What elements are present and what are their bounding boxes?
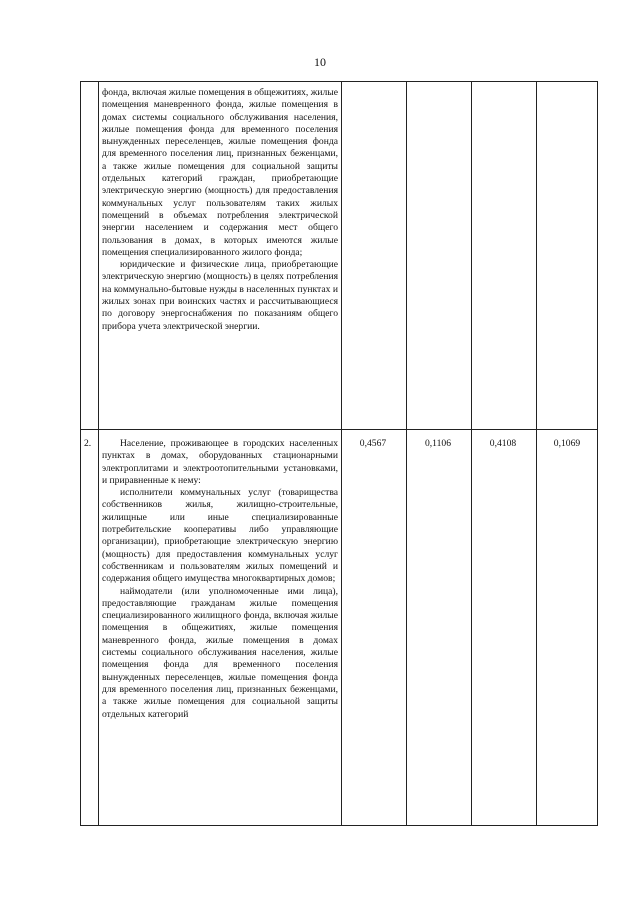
row-1-description	[102, 87, 338, 333]
table-border-bottom	[80, 825, 598, 826]
column-divider	[341, 81, 342, 826]
row-2-paragraph: наймодатели (или уполномоченные ими лица), предоставляющие гражданам жилые помещения специализированного жилищного фонда, включая жилые помещения в общежитиях, жилые помещения маневренного фонда, жилые помещения в домах системы социального обслуживания населения, жилые помещения фонда для временного поселения вынужденных переселенцев, жилые помещения фонда для временного поселения лиц, признанных беженцами, а также жилые помещения для социальной защиты отдельных категорий	[102, 585, 338, 720]
column-divider	[98, 81, 99, 826]
row-2-paragraph: Население, проживающее в городских населенных пунктах в домах, оборудованных стационарными электроплитами и электроотопительными установками, и приравненные к нему:	[102, 438, 338, 486]
row-divider	[80, 429, 598, 430]
row-2-value-1: 0,4567	[359, 438, 387, 449]
page-number: 10	[314, 55, 326, 69]
row-2-value-3: 0,4108	[489, 438, 517, 449]
table-border-left	[80, 81, 81, 826]
tariff-table	[80, 81, 598, 826]
column-divider	[406, 81, 407, 826]
column-divider	[536, 81, 537, 826]
table-border-right	[597, 81, 598, 826]
row-2-description	[102, 438, 338, 721]
row-1-paragraph: фонда, включая жилые помещения в общежитиях, жилые помещения маневренного фонда, жилые помещения в домах системы социального обслуживания населения, жилые помещения фонда для временного поселения вынужденных переселенцев, жилые помещения фонда для временного поселения лиц, признанных беженцами, а также жилые помещения для социальной защиты отдельных категорий граждан, приобретающие электрическую энергию (мощность) для предоставления коммунальных услуг пользователям таких жилых помещений в объемах потребления электрической энергии населением и содержания мест общего пользования в домах, в которых имеются жилые помещения специализированного жилого фонда;	[102, 87, 338, 258]
row-1-paragraph: юридические и физические лица, приобретающие электрическую энергию (мощность) в целях потребления на коммунально-бытовые нужды в населенных пунктах и жилых зонах при воинских частях и рассчитывающиеся по договору энергоснабжения по показаниям общего прибора учета электрической энергии.	[102, 259, 338, 332]
row-2-paragraph: исполнители коммунальных услуг (товарищества собственников жилья, жилищно-строительные, жилищные или иные специализированные потребительские кооперативы либо управляющие организации), приобретающие электрическую энергию (мощность) для предоставления коммунальных услуг собственникам и пользователям жилых помещений и содержания общего имущества многоквартирных домов;	[102, 487, 338, 585]
column-divider	[471, 81, 472, 826]
row-2-value-4: 0,1069	[553, 438, 581, 449]
row-2-value-2: 0,1106	[424, 438, 452, 449]
row-2-number: 2.	[84, 438, 92, 449]
table-border-top	[80, 81, 598, 82]
